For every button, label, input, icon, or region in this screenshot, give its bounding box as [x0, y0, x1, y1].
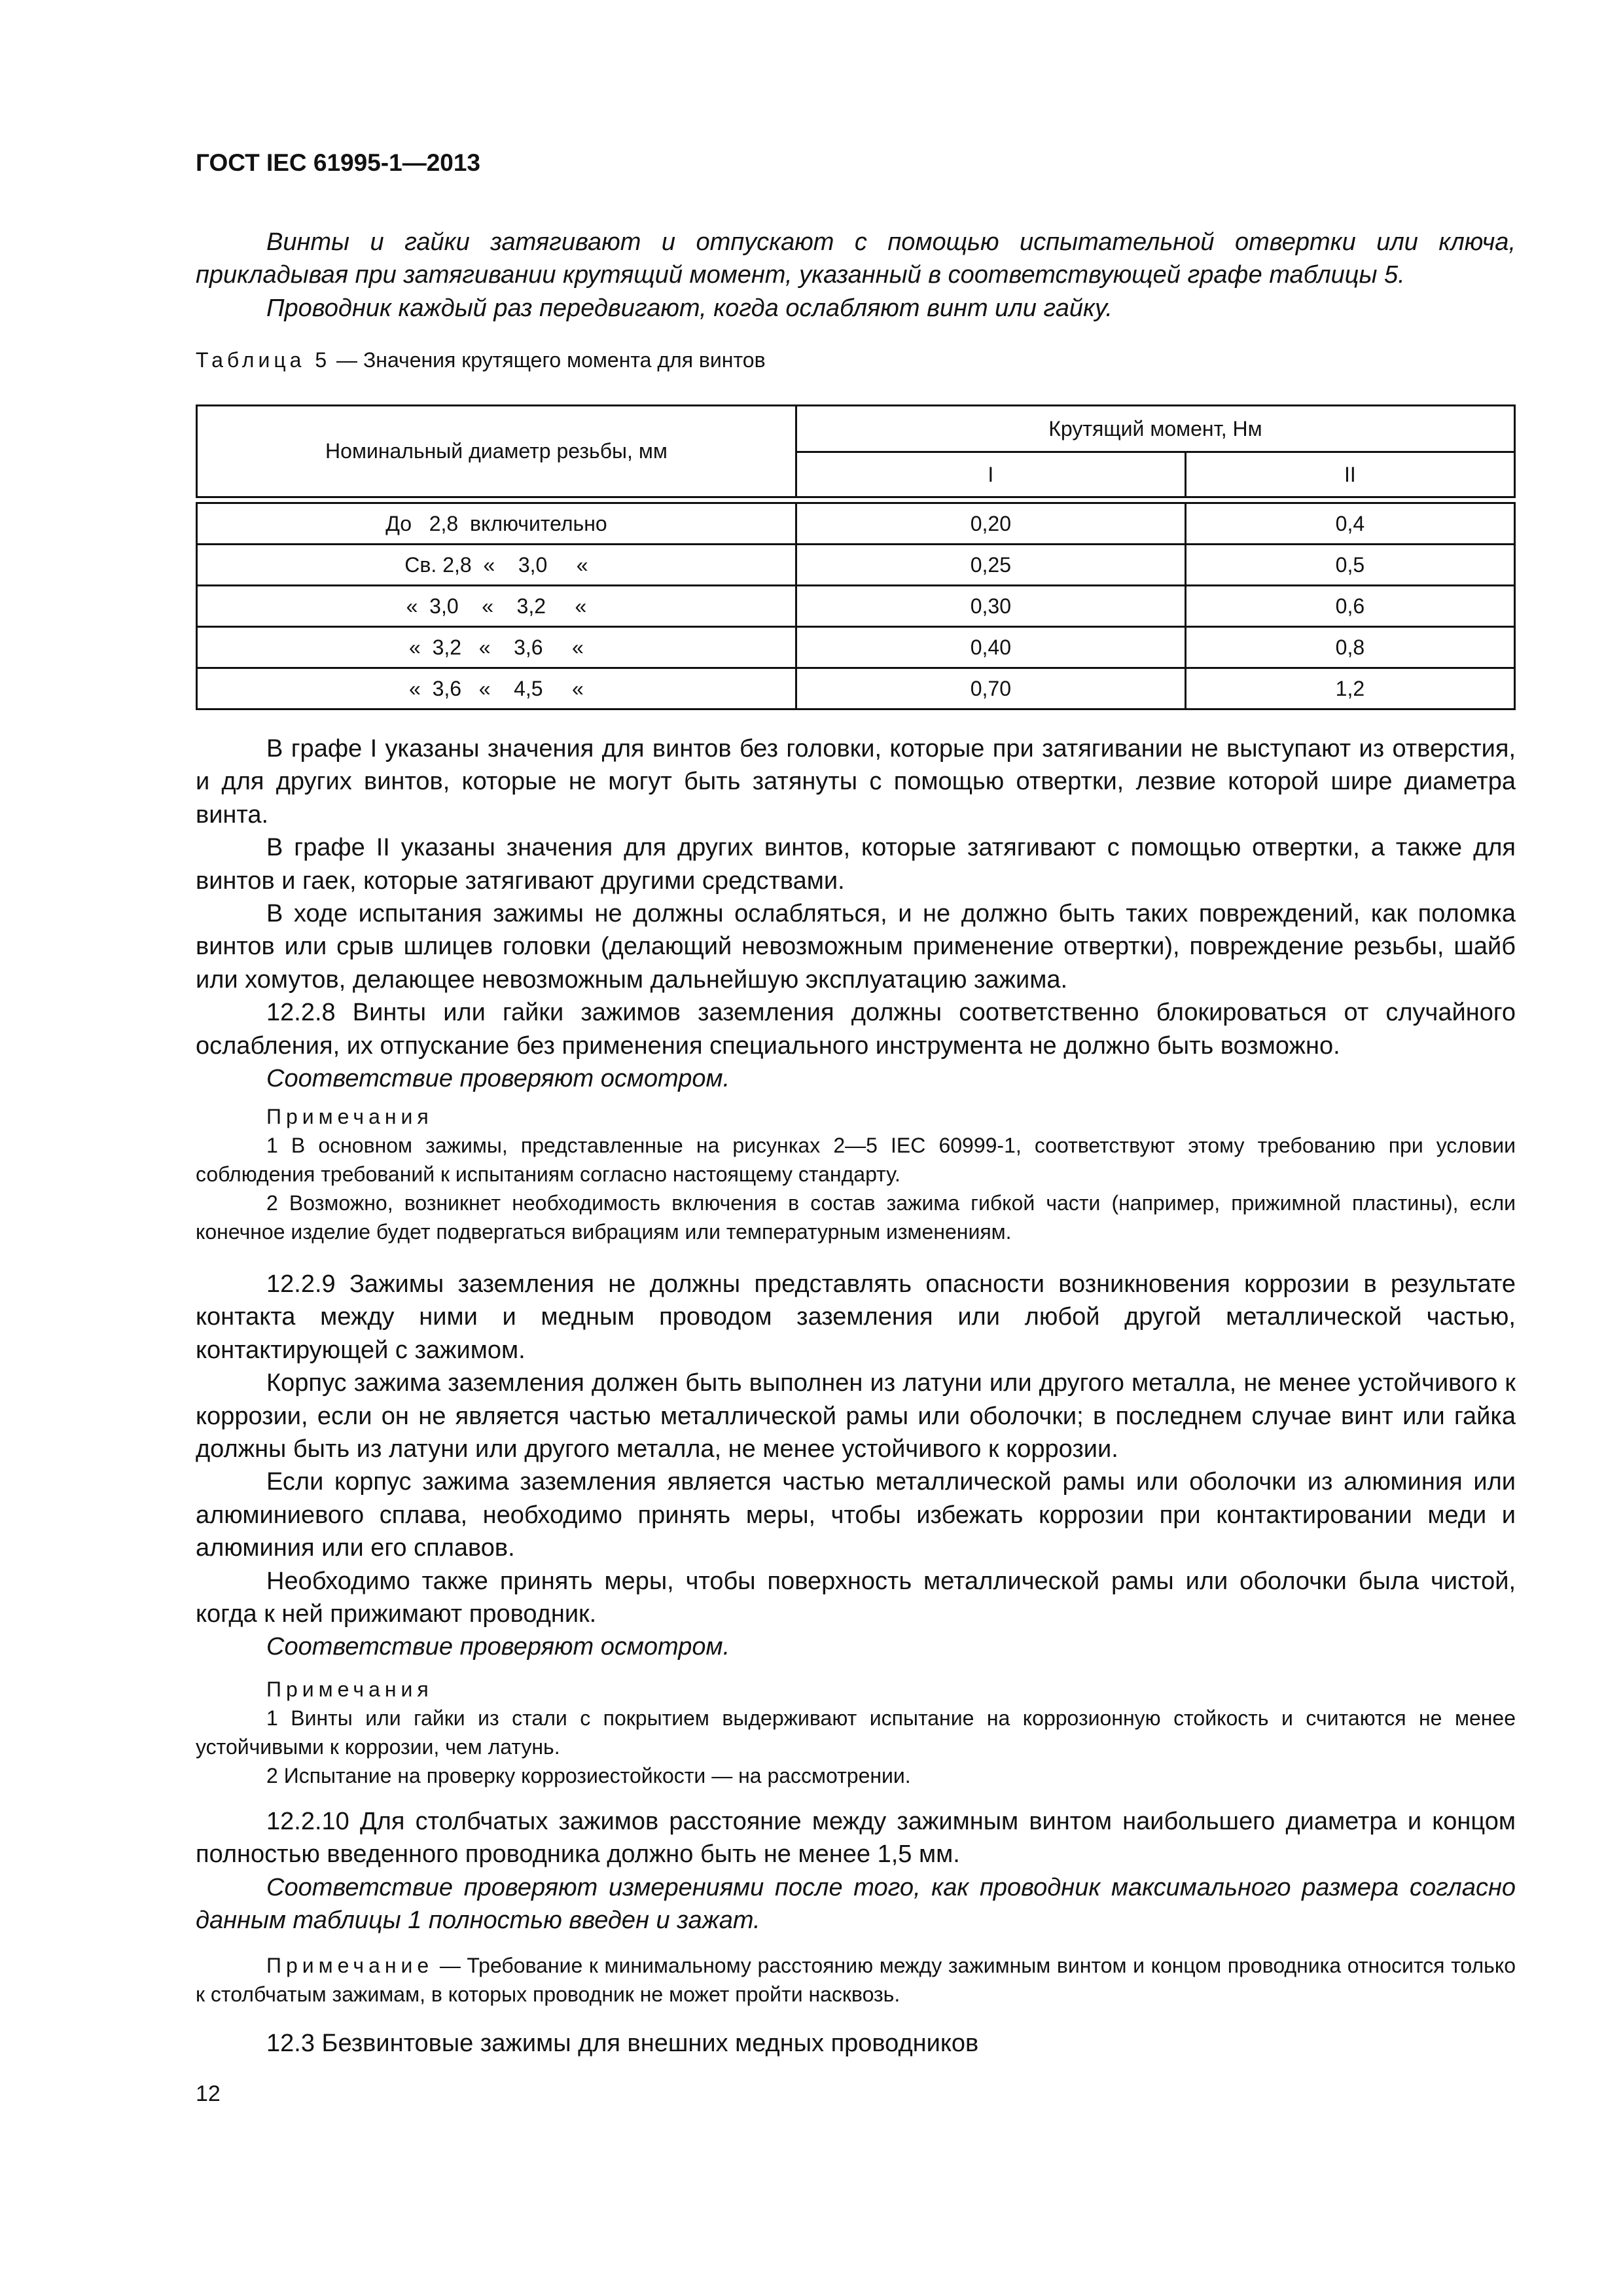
header-torque: Крутящий момент, Нм	[796, 406, 1514, 452]
paragraph: Соответствие проверяют осмотром.	[266, 1633, 730, 1661]
section-heading	[196, 2027, 1516, 2060]
paragraph: 12.2.10 Для столбчатых зажимов расстояние между зажимным винтом наибольшего диаметра и концом полностью введенного проводника должно быть не менее 1,5 мм.	[196, 1808, 1516, 1869]
cell: 0,70	[796, 668, 1185, 709]
torque-table	[196, 404, 1516, 710]
note: 1 В основном зажимы, представленные на рисунках 2—5 IEC 60999-1, соответствуют этому требованию при условии соблюдения требований к испытаниям согласно настоящему стандарту.	[196, 1134, 1516, 1186]
section-12-3: 12.3 Безвинтовые зажимы для внешних медных проводников	[266, 2030, 979, 2057]
notes-1	[196, 1102, 1516, 1246]
page-number: 12	[196, 2081, 221, 2106]
table-caption-text: — Значения крутящего момента для винтов	[330, 348, 766, 372]
cell: 0,8	[1185, 627, 1514, 668]
cell: « 3,6 « 4,5 «	[197, 668, 796, 709]
notes-title: Примечания	[266, 1677, 433, 1701]
note: 2 Испытание на проверку коррозиестойкости — на рассмотрении.	[266, 1764, 911, 1787]
note-title: Примечание	[266, 1954, 434, 1977]
table-row	[197, 668, 1515, 709]
header-col-i: I	[796, 452, 1185, 497]
header-diameter: Номинальный диаметр резьбы, мм	[197, 406, 796, 497]
table-row	[197, 503, 1515, 545]
cell: 0,20	[796, 503, 1185, 545]
paragraph-group-c	[196, 1805, 1516, 1937]
double-rule	[197, 497, 1515, 503]
paragraph: В графе I указаны значения для винтов без головки, которые при затягивании не выступают из отверстия, и для других винтов, которые не могут быть затянуты с помощью отвертки, лезвие которой шире диаметра винта.	[196, 735, 1516, 829]
paragraph-group-a	[196, 732, 1516, 1095]
intro-block	[196, 226, 1516, 325]
cell: « 3,2 « 3,6 «	[197, 627, 796, 668]
table-row	[197, 545, 1515, 586]
document-header: ГОСТ IEC 61995-1—2013	[196, 149, 481, 176]
cell: 0,25	[796, 545, 1185, 586]
paragraph: Необходимо также принять меры, чтобы поверхность металлической рамы или оболочки была чистой, когда к ней прижимают проводник.	[196, 1567, 1516, 1628]
cell: 1,2	[1185, 668, 1514, 709]
paragraph: 12.2.8 Винты или гайки зажимов заземления должны соответственно блокироваться от случайного ослабления, их отпускание без применения специального инструмента не должно быть возможно.	[196, 999, 1516, 1060]
paragraph: 12.2.9 Зажимы заземления не должны представлять опасности возникновения коррозии в результате контакта между ними и медным проводом заземления или любой другой металлической частью, контактирующей с зажимом.	[196, 1270, 1516, 1364]
table-caption-label: Таблица 5	[196, 348, 331, 372]
cell: 0,5	[1185, 545, 1514, 586]
cell: 0,40	[796, 627, 1185, 668]
notes-title: Примечания	[266, 1105, 433, 1128]
note: 1 Винты или гайки из стали с покрытием выдерживают испытание на коррозионную стойкость и считаются не менее устойчивыми к коррозии, чем латунь.	[196, 1706, 1516, 1759]
table-row	[197, 627, 1515, 668]
table-caption	[196, 348, 1516, 372]
cell: 0,30	[796, 586, 1185, 627]
cell: 0,4	[1185, 503, 1514, 545]
cell: « 3,0 « 3,2 «	[197, 586, 796, 627]
cell: Св. 2,8 « 3,0 «	[197, 545, 796, 586]
paragraph: В графе II указаны значения для других винтов, которые затягивают с помощью отвертки, а также для винтов и гаек, которые затягивают другими средствами.	[196, 834, 1516, 895]
paragraph-group-b	[196, 1268, 1516, 1664]
paragraph: Соответствие проверяют осмотром.	[266, 1065, 730, 1093]
paragraph: Соответствие проверяют измерениями после того, как проводник максимального размера согласно данным таблицы 1 полностью введен и зажат.	[196, 1873, 1516, 1935]
cell: 0,6	[1185, 586, 1514, 627]
table-row	[197, 586, 1515, 627]
note-3	[196, 1951, 1516, 2009]
header-col-ii: II	[1185, 452, 1514, 497]
paragraph: Проводник каждый раз передвигают, когда ослабляют винт или гайку.	[266, 294, 1113, 322]
paragraph: Если корпус зажима заземления является частью металлической рамы или оболочки из алюминия или алюминиевого сплава, необходимо принять меры, чтобы избежать коррозии при контактировании меди и алюминия или его сплавов.	[196, 1468, 1516, 1562]
notes-2	[196, 1675, 1516, 1790]
note-text: — Требование к минимальному расстоянию между зажимным винтом и концом проводника относится только к столбчатым зажимам, в которых проводник не может пройти насквозь.	[196, 1954, 1516, 2006]
paragraph: Винты и гайки затягивают и отпускают с помощью испытательной отвертки или ключа, прикладывая при затягивании крутящий момент, указанный в соответствующей графе таблицы 5.	[196, 228, 1516, 289]
cell: До 2,8 включительно	[197, 503, 796, 545]
note: 2 Возможно, возникнет необходимость включения в состав зажима гибкой части (например, прижимной пластины), если конечное изделие будет подвергаться вибрациям или температурным изменениям.	[196, 1191, 1516, 1244]
paragraph: Корпус зажима заземления должен быть выполнен из латуни или другого металла, не менее устойчивого к коррозии, если он не является частью металлической рамы или оболочки; в последнем случае винт или гайка должны быть из латуни или другого металла, не менее устойчивого к коррозии.	[196, 1369, 1516, 1463]
paragraph: В ходе испытания зажимы не должны ослабляться, и не должно быть таких повреждений, как поломка винтов или срыв шлицев головки (делающий невозможным применение отвертки), повреждение резьбы, шайб или хомутов, делающее невозможным дальнейшую эксплуатацию зажима.	[196, 900, 1516, 994]
